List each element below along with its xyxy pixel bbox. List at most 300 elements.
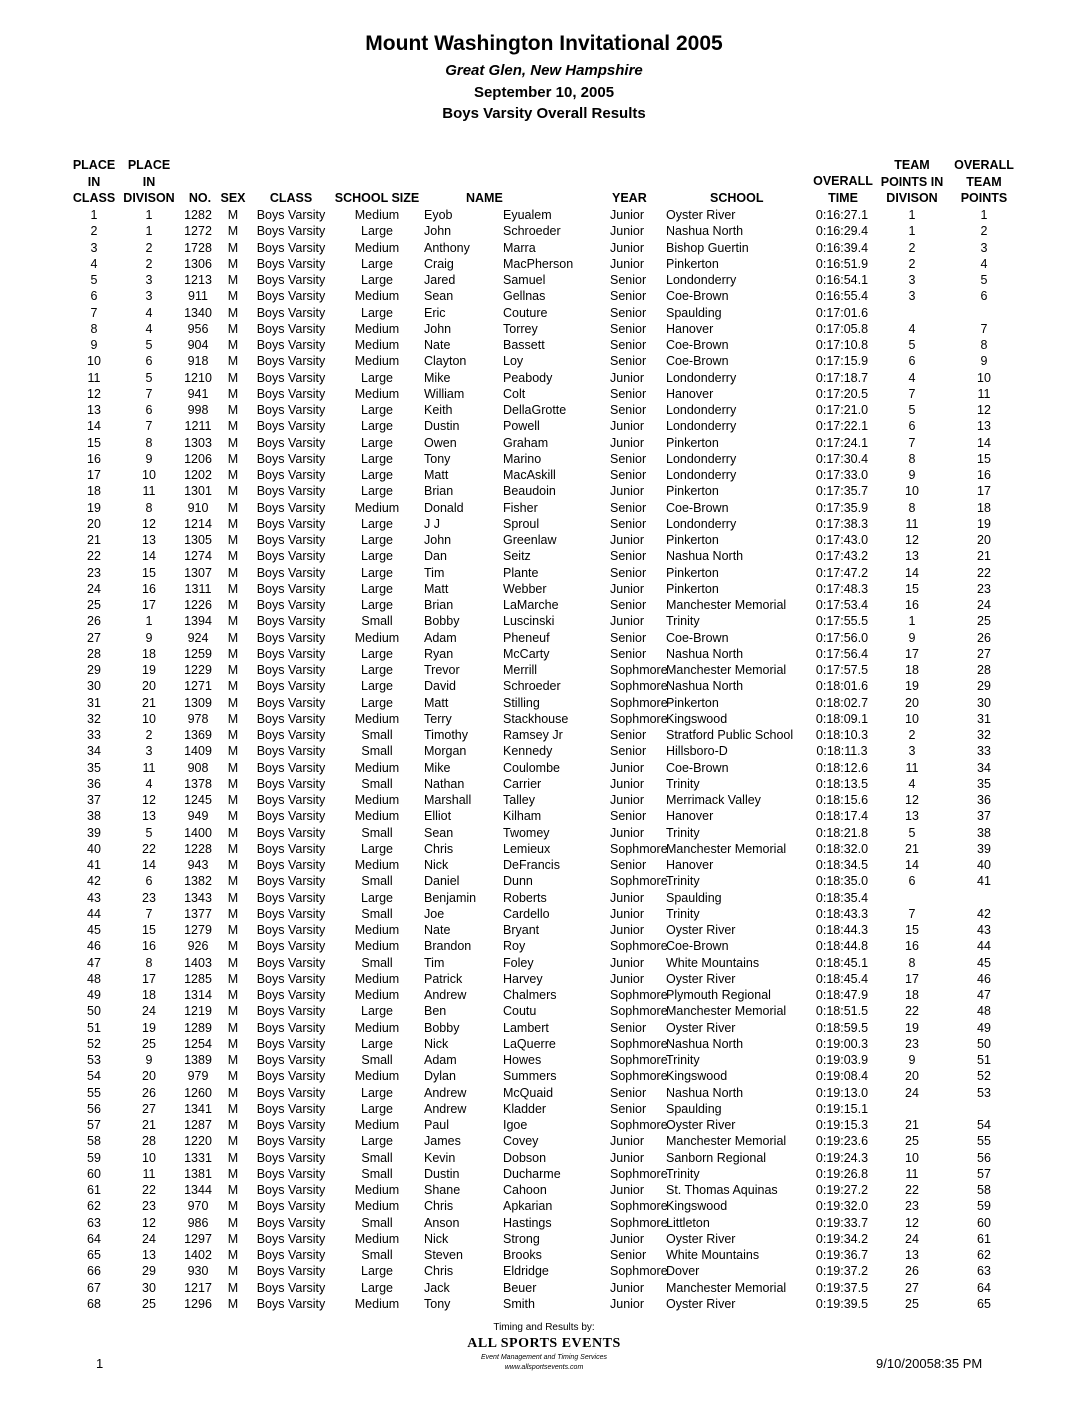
- table-row: [0, 256, 1088, 272]
- cell-class: Boys Varsity: [256, 971, 326, 986]
- cell-place-in-class: 44: [87, 906, 101, 921]
- cell-first-name: Mike: [424, 760, 451, 775]
- cell-place-in-class: 20: [87, 516, 101, 531]
- cell-last-name: Fisher: [503, 500, 538, 515]
- cell-class: Boys Varsity: [256, 435, 326, 450]
- cell-overall-time: 0:19:26.8: [815, 1166, 869, 1181]
- cell-bib-number: 904: [187, 338, 209, 352]
- cell-overall-team-points: 64: [977, 1280, 991, 1295]
- cell-last-name: Brooks: [503, 1248, 542, 1262]
- cell-school: Londonderry: [666, 468, 737, 482]
- cell-overall-team-points: 42: [977, 906, 991, 921]
- cell-school-size: Small: [361, 744, 393, 759]
- cell-bib-number: 1220: [184, 1134, 212, 1149]
- table-row: [0, 1020, 1088, 1036]
- cell-school-size: Medium: [354, 939, 400, 954]
- cell-sex: M: [227, 581, 239, 596]
- cell-overall-team-points: 5: [980, 273, 988, 287]
- cell-place-in-class: 9: [90, 338, 98, 352]
- cell-overall-team-points: 50: [977, 1036, 991, 1051]
- cell-school: Merrimack Valley: [666, 793, 761, 807]
- cell-place-in-division: 10: [142, 711, 156, 726]
- cell-first-name: J J: [424, 516, 440, 531]
- table-row: [0, 630, 1088, 646]
- cell-place-in-class: 45: [87, 923, 101, 937]
- cell-overall-time: 0:17:55.5: [815, 614, 869, 629]
- cell-overall-time: 0:18:44.3: [815, 923, 869, 937]
- cell-overall-time: 0:19:23.6: [815, 1134, 869, 1149]
- cell-place-in-division: 21: [142, 1118, 156, 1132]
- cell-place-in-class: 60: [87, 1166, 101, 1181]
- page-number: 1: [96, 1356, 104, 1371]
- cell-class: Boys Varsity: [256, 1296, 326, 1311]
- cell-school: Dover: [666, 1264, 700, 1279]
- cell-bib-number: 924: [187, 630, 209, 645]
- cell-overall-time: 0:17:38.3: [815, 516, 869, 531]
- cell-year: Senior: [610, 565, 647, 580]
- table-row: [0, 711, 1088, 727]
- cell-year: Junior: [610, 1296, 645, 1311]
- cell-school-size: Medium: [354, 1296, 400, 1311]
- cell-bib-number: 1378: [184, 776, 212, 791]
- cell-year: Sophmore: [610, 1166, 668, 1181]
- cell-class: Boys Varsity: [256, 598, 326, 612]
- cell-year: Sophmore: [610, 1004, 668, 1019]
- cell-sex: M: [227, 565, 239, 580]
- cell-class: Boys Varsity: [256, 1004, 326, 1019]
- cell-school-size: Large: [361, 403, 393, 417]
- cell-overall-time: 0:19:27.2: [815, 1183, 869, 1197]
- cell-bib-number: 1382: [184, 874, 212, 889]
- cell-place-in-class: 47: [87, 955, 101, 970]
- cell-school: St. Thomas Aquinas: [666, 1183, 778, 1197]
- cell-first-name: Dan: [424, 549, 447, 564]
- cell-year: Junior: [610, 614, 645, 629]
- cell-class: Boys Varsity: [256, 1231, 326, 1246]
- cell-team-points-division: 12: [905, 533, 919, 547]
- cell-team-points-division: 11: [905, 516, 919, 531]
- cell-first-name: Tim: [424, 565, 445, 580]
- cell-sex: M: [227, 1085, 239, 1100]
- cell-sex: M: [227, 403, 239, 417]
- cell-class: Boys Varsity: [256, 1264, 326, 1279]
- cell-place-in-class: 21: [87, 533, 101, 547]
- cell-place-in-class: 4: [90, 256, 98, 271]
- cell-place-in-division: 2: [145, 728, 153, 742]
- cell-place-in-division: 23: [142, 890, 156, 905]
- company-url: www.allsportsevents.com: [504, 1364, 584, 1371]
- cell-class: Boys Varsity: [256, 1101, 326, 1116]
- cell-place-in-class: 33: [87, 728, 101, 742]
- cell-place-in-class: 62: [87, 1199, 101, 1214]
- cell-bib-number: 956: [187, 321, 209, 336]
- cell-place-in-class: 39: [87, 825, 101, 840]
- cell-school: Coe-Brown: [666, 289, 729, 304]
- cell-place-in-division: 18: [142, 988, 156, 1002]
- cell-team-points-division: 15: [905, 923, 919, 937]
- cell-school: Littleton: [666, 1215, 710, 1230]
- cell-sex: M: [227, 679, 239, 694]
- table-row: [0, 272, 1088, 288]
- cell-overall-team-points: 34: [977, 760, 991, 775]
- cell-bib-number: 1403: [184, 955, 212, 970]
- cell-school: Coe-Brown: [666, 939, 729, 954]
- cell-bib-number: 1394: [184, 614, 212, 629]
- cell-sex: M: [227, 646, 239, 661]
- cell-overall-team-points: 11: [977, 386, 991, 401]
- cell-place-in-division: 8: [145, 955, 153, 970]
- cell-class: Boys Varsity: [256, 354, 326, 369]
- cell-place-in-class: 65: [87, 1248, 101, 1262]
- cell-sex: M: [227, 988, 239, 1002]
- cell-place-in-class: 19: [87, 500, 101, 515]
- cell-team-points-division: 26: [905, 1264, 919, 1279]
- cell-class: Boys Varsity: [256, 468, 326, 482]
- cell-year: Sophmore: [610, 695, 668, 710]
- cell-team-points-division: 15: [905, 581, 919, 596]
- table-row: [0, 760, 1088, 776]
- cell-bib-number: 908: [187, 760, 209, 775]
- cell-school-size: Large: [361, 533, 393, 547]
- cell-class: Boys Varsity: [256, 1036, 326, 1051]
- cell-school-size: Large: [361, 1085, 393, 1100]
- cell-first-name: Brian: [424, 598, 454, 612]
- cell-year: Senior: [610, 403, 647, 417]
- cell-bib-number: 1213: [184, 273, 212, 287]
- cell-team-points-division: 8: [908, 955, 916, 970]
- cell-first-name: Brandon: [424, 939, 472, 954]
- cell-place-in-division: 4: [145, 321, 153, 336]
- cell-place-in-division: 1: [145, 208, 153, 222]
- cell-sex: M: [227, 1231, 239, 1246]
- cell-sex: M: [227, 939, 239, 954]
- cell-overall-time: 0:19:37.2: [815, 1264, 869, 1279]
- cell-bib-number: 1206: [184, 451, 212, 466]
- cell-overall-time: 0:18:43.3: [815, 906, 869, 921]
- cell-year: Senior: [610, 1020, 647, 1035]
- cell-year: Senior: [610, 728, 647, 742]
- cell-first-name: Craig: [424, 256, 454, 271]
- cell-team-points-division: 22: [905, 1183, 919, 1197]
- cell-first-name: Nick: [424, 1036, 449, 1051]
- cell-sex: M: [227, 955, 239, 970]
- cell-place-in-division: 27: [142, 1101, 156, 1116]
- table-row: [0, 240, 1088, 256]
- cell-overall-time: 0:17:18.7: [815, 370, 869, 385]
- cell-year: Senior: [610, 1248, 647, 1262]
- cell-bib-number: 1297: [184, 1231, 212, 1246]
- cell-class: Boys Varsity: [256, 224, 326, 239]
- cell-sex: M: [227, 695, 239, 710]
- cell-school: Stratford Public School: [666, 728, 794, 742]
- cell-school-size: Medium: [354, 988, 400, 1002]
- cell-sex: M: [227, 1118, 239, 1132]
- cell-school-size: Large: [361, 695, 393, 710]
- cell-place-in-class: 27: [87, 630, 101, 645]
- cell-school-size: Small: [361, 1215, 393, 1230]
- cell-place-in-division: 9: [145, 630, 153, 645]
- table-row: [0, 1101, 1088, 1117]
- cell-class: Boys Varsity: [256, 890, 326, 905]
- cell-overall-team-points: 4: [980, 256, 988, 271]
- cell-school: Oyster River: [666, 923, 736, 937]
- cell-first-name: Benjamin: [424, 890, 477, 905]
- cell-overall-time: 0:19:33.7: [815, 1215, 869, 1230]
- cell-sex: M: [227, 598, 239, 612]
- cell-bib-number: 1271: [184, 679, 212, 694]
- cell-place-in-class: 5: [90, 273, 98, 287]
- cell-school: Hillsboro-D: [666, 744, 728, 759]
- cell-overall-time: 0:16:55.4: [815, 289, 869, 304]
- cell-bib-number: 911: [188, 289, 208, 304]
- cell-place-in-class: 1: [90, 208, 98, 222]
- cell-sex: M: [227, 484, 239, 499]
- cell-year: Senior: [610, 500, 647, 515]
- header-school-size: SCHOOL SIZE: [334, 191, 420, 205]
- table-row: [0, 223, 1088, 239]
- cell-bib-number: 1343: [184, 890, 212, 905]
- cell-sex: M: [227, 971, 239, 986]
- cell-school-size: Small: [361, 1053, 393, 1067]
- cell-school-size: Large: [361, 581, 393, 596]
- cell-last-name: Igoe: [503, 1118, 528, 1132]
- cell-place-in-division: 17: [142, 598, 156, 612]
- cell-place-in-class: 55: [87, 1085, 101, 1100]
- cell-sex: M: [227, 1036, 239, 1051]
- cell-place-in-class: 48: [87, 971, 101, 986]
- cell-team-points-division: 4: [908, 776, 916, 791]
- cell-school: Londonderry: [666, 516, 737, 531]
- cell-overall-time: 0:18:45.1: [815, 955, 869, 970]
- cell-sex: M: [227, 1248, 239, 1262]
- cell-team-points-division: 18: [905, 988, 919, 1002]
- cell-team-points-division: 7: [908, 386, 916, 401]
- cell-class: Boys Varsity: [256, 386, 326, 401]
- cell-place-in-class: 16: [87, 451, 101, 466]
- cell-class: Boys Varsity: [256, 939, 326, 954]
- cell-year: Sophmore: [610, 679, 668, 694]
- cell-year: Junior: [610, 1231, 645, 1246]
- cell-team-points-division: 23: [905, 1036, 919, 1051]
- table-row: [0, 938, 1088, 954]
- cell-bib-number: 926: [187, 939, 209, 954]
- cell-bib-number: 910: [187, 500, 209, 515]
- cell-place-in-division: 13: [142, 1248, 156, 1262]
- cell-place-in-class: 22: [87, 549, 101, 564]
- cell-school: Trinity: [666, 825, 700, 840]
- cell-first-name: Tony: [424, 451, 451, 466]
- cell-first-name: Donald: [424, 500, 464, 515]
- cell-team-points-division: 25: [905, 1134, 919, 1149]
- cell-school: Coe-Brown: [666, 338, 729, 352]
- cell-team-points-division: 7: [908, 435, 916, 450]
- cell-school-size: Large: [361, 1134, 393, 1149]
- cell-last-name: Cahoon: [503, 1183, 547, 1197]
- cell-place-in-division: 4: [145, 305, 153, 320]
- cell-last-name: Eyualem: [503, 208, 552, 222]
- cell-school: Oyster River: [666, 1231, 736, 1246]
- cell-overall-team-points: 9: [980, 354, 988, 369]
- cell-overall-time: 0:19:03.9: [815, 1053, 869, 1067]
- cell-last-name: Merrill: [503, 663, 538, 677]
- cell-overall-team-points: 51: [977, 1053, 991, 1067]
- cell-place-in-division: 24: [142, 1231, 156, 1246]
- table-row: [0, 532, 1088, 548]
- cell-last-name: Coutu: [503, 1004, 537, 1019]
- cell-team-points-division: 6: [908, 354, 916, 369]
- cell-overall-time: 0:17:57.5: [815, 663, 869, 677]
- cell-year: Senior: [610, 858, 647, 872]
- cell-place-in-class: 26: [87, 614, 101, 629]
- cell-class: Boys Varsity: [256, 289, 326, 304]
- cell-place-in-class: 13: [87, 403, 101, 417]
- table-row: [0, 1036, 1088, 1052]
- cell-place-in-class: 3: [90, 240, 98, 255]
- cell-class: Boys Varsity: [256, 955, 326, 970]
- cell-school-size: Medium: [354, 500, 400, 515]
- cell-team-points-division: 12: [905, 1215, 919, 1230]
- table-row: [0, 207, 1088, 223]
- cell-first-name: Chris: [424, 841, 454, 856]
- cell-first-name: Nick: [424, 858, 449, 872]
- cell-last-name: Chalmers: [503, 988, 557, 1002]
- cell-bib-number: 1307: [184, 565, 212, 580]
- cell-bib-number: 1381: [184, 1166, 212, 1181]
- table-row: [0, 825, 1088, 841]
- cell-school: Manchester Memorial: [666, 841, 787, 856]
- cell-sex: M: [227, 273, 239, 287]
- cell-first-name: Chris: [424, 1264, 454, 1279]
- cell-bib-number: 943: [187, 858, 209, 872]
- cell-sex: M: [227, 1069, 239, 1084]
- cell-class: Boys Varsity: [256, 809, 326, 824]
- cell-team-points-division: 17: [905, 971, 919, 986]
- cell-sex: M: [227, 1004, 239, 1019]
- cell-sex: M: [227, 451, 239, 466]
- cell-school-size: Medium: [354, 1183, 400, 1197]
- cell-place-in-division: 1: [145, 224, 153, 239]
- cell-place-in-class: 58: [87, 1134, 101, 1149]
- cell-sex: M: [227, 793, 239, 807]
- cell-overall-team-points: 2: [980, 224, 988, 239]
- cell-sex: M: [227, 841, 239, 856]
- cell-first-name: Sean: [424, 289, 454, 304]
- cell-sex: M: [227, 500, 239, 515]
- cell-school: Manchester Memorial: [666, 1280, 787, 1295]
- cell-place-in-class: 23: [87, 565, 101, 580]
- cell-school: Spaulding: [666, 1101, 722, 1116]
- cell-first-name: Anthony: [424, 240, 470, 255]
- cell-overall-time: 0:18:15.6: [815, 793, 869, 807]
- cell-school: Coe-Brown: [666, 760, 729, 775]
- cell-year: Junior: [610, 923, 645, 937]
- cell-school: Nashua North: [666, 224, 744, 239]
- cell-last-name: Stackhouse: [503, 711, 569, 726]
- cell-team-points-division: 10: [905, 484, 919, 499]
- cell-class: Boys Varsity: [256, 695, 326, 710]
- cell-overall-time: 0:17:24.1: [815, 435, 869, 450]
- cell-place-in-division: 10: [142, 468, 156, 482]
- cell-first-name: Tony: [424, 1296, 451, 1311]
- cell-place-in-class: 63: [87, 1215, 101, 1230]
- cell-class: Boys Varsity: [256, 646, 326, 661]
- cell-place-in-class: 64: [87, 1231, 101, 1246]
- cell-team-points-division: 4: [908, 321, 916, 336]
- table-row: [0, 743, 1088, 759]
- cell-overall-team-points: 48: [977, 1004, 991, 1019]
- cell-year: Junior: [610, 224, 645, 239]
- cell-place-in-class: 34: [87, 744, 101, 759]
- cell-place-in-division: 11: [142, 760, 156, 775]
- cell-first-name: Shane: [424, 1183, 461, 1197]
- cell-first-name: Nate: [424, 338, 451, 352]
- cell-overall-time: 0:18:21.8: [815, 825, 869, 840]
- header-place-in-division: PLACE IN DIVISON: [123, 158, 175, 205]
- cell-place-in-class: 57: [87, 1118, 101, 1132]
- cell-class: Boys Varsity: [256, 1183, 326, 1197]
- table-row: [0, 321, 1088, 337]
- cell-overall-team-points: 65: [977, 1296, 991, 1311]
- cell-overall-time: 0:18:59.5: [815, 1020, 869, 1035]
- cell-team-points-division: 27: [905, 1280, 919, 1295]
- cell-year: Junior: [610, 955, 645, 970]
- cell-overall-team-points: 10: [977, 370, 991, 385]
- table-row: [0, 305, 1088, 321]
- table-row: [0, 565, 1088, 581]
- cell-team-points-division: 1: [908, 208, 916, 222]
- cell-class: Boys Varsity: [256, 419, 326, 434]
- cell-last-name: Graham: [503, 435, 549, 450]
- cell-overall-time: 0:17:01.6: [815, 305, 869, 320]
- cell-first-name: Matt: [424, 468, 449, 482]
- cell-school: Londonderry: [666, 419, 737, 434]
- cell-overall-time: 0:17:35.7: [815, 484, 869, 499]
- cell-overall-team-points: 22: [977, 565, 991, 580]
- cell-overall-team-points: 16: [977, 468, 991, 482]
- cell-place-in-class: 32: [87, 711, 101, 726]
- cell-class: Boys Varsity: [256, 874, 326, 889]
- cell-overall-time: 0:17:15.9: [815, 354, 869, 369]
- cell-year: Sophmore: [610, 939, 668, 954]
- cell-place-in-division: 19: [142, 663, 156, 677]
- cell-team-points-division: 13: [905, 809, 919, 824]
- cell-team-points-division: 8: [908, 451, 916, 466]
- cell-sex: M: [227, 1020, 239, 1035]
- cell-place-in-class: 35: [87, 760, 101, 775]
- cell-school: Kingswood: [666, 1069, 728, 1084]
- cell-year: Junior: [610, 581, 645, 596]
- cell-class: Boys Varsity: [256, 744, 326, 759]
- cell-school: Oyster River: [666, 208, 736, 222]
- header-class: CLASS: [269, 191, 313, 205]
- cell-overall-team-points: 44: [977, 939, 991, 954]
- cell-last-name: Kilham: [503, 809, 542, 824]
- cell-first-name: Owen: [424, 435, 457, 450]
- cell-class: Boys Varsity: [256, 1085, 326, 1100]
- cell-last-name: Roberts: [503, 890, 547, 905]
- cell-first-name: Keith: [424, 403, 453, 417]
- cell-first-name: Marshall: [424, 793, 472, 807]
- cell-sex: M: [227, 549, 239, 564]
- cell-sex: M: [227, 224, 239, 239]
- cell-class: Boys Varsity: [256, 906, 326, 921]
- cell-school-size: Large: [361, 841, 393, 856]
- cell-school: Hanover: [666, 809, 714, 824]
- cell-team-points-division: 24: [905, 1231, 919, 1246]
- cell-place-in-class: 66: [87, 1264, 101, 1279]
- cell-place-in-division: 5: [145, 338, 153, 352]
- cell-year: Junior: [610, 370, 645, 385]
